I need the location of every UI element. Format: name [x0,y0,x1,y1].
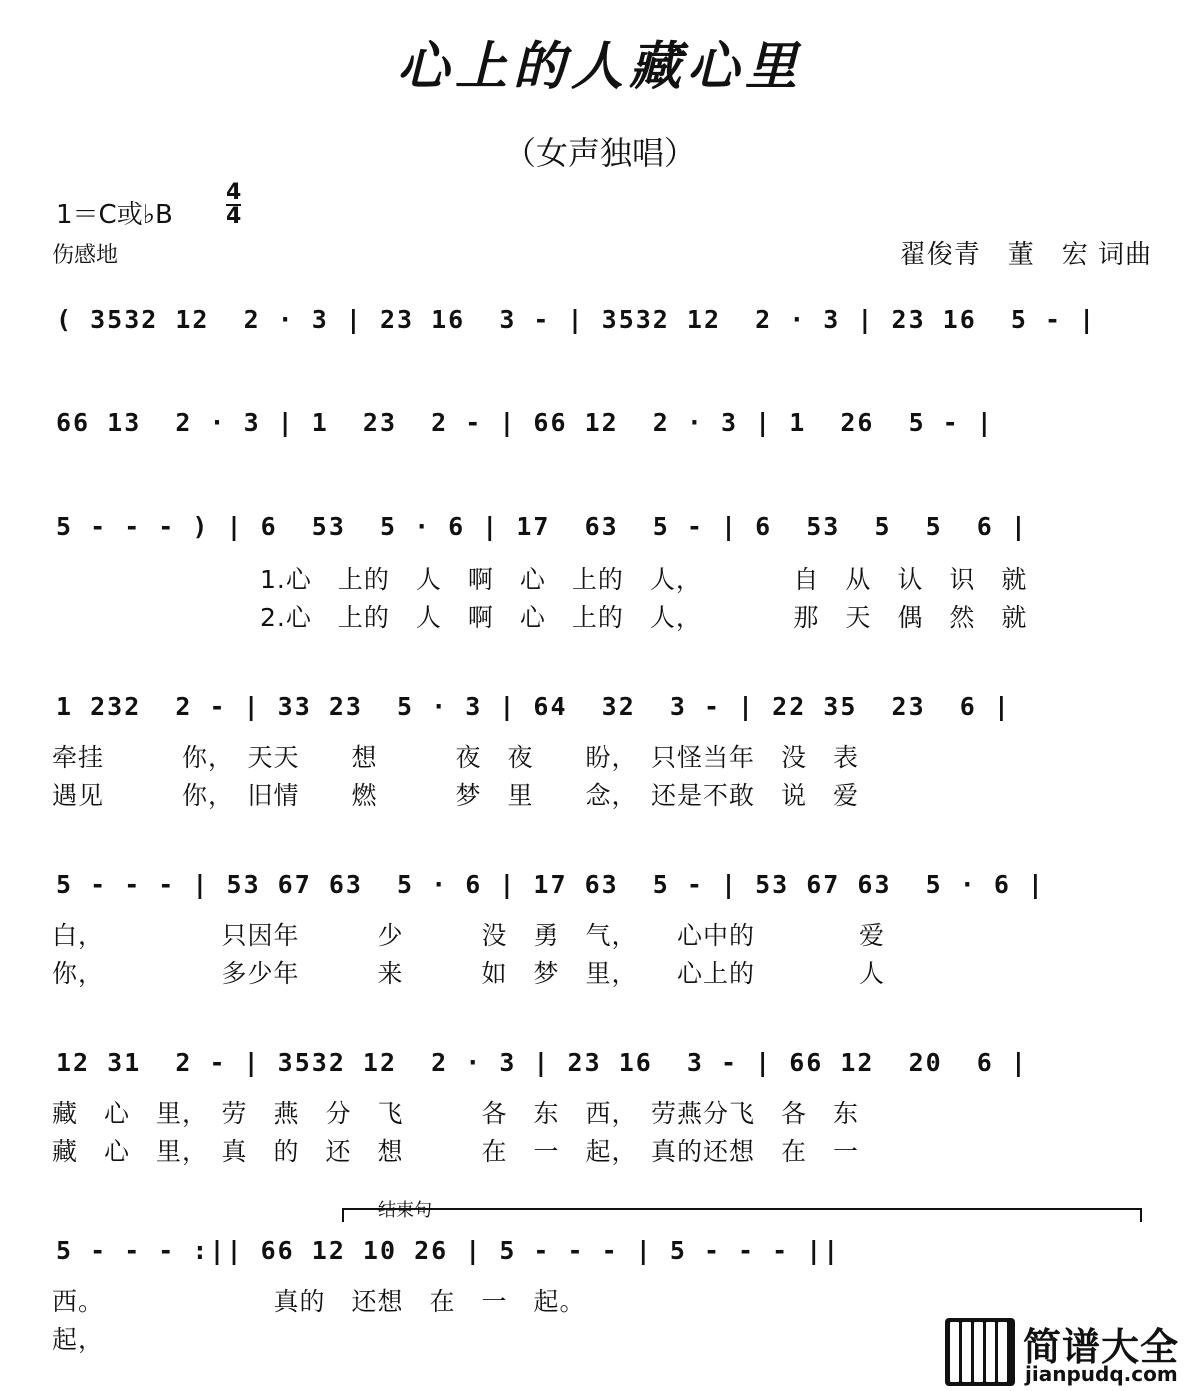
time-signature-top: 4 [226,180,242,205]
logo-name: 简谱大全 [1023,1325,1180,1369]
lyric-line-4-verse-2: 遇见 你， 旧情 燃 梦 里 念， 还是不敢 说 爱 [52,781,860,810]
logo-url: jianpudq.com [1025,1362,1178,1386]
notation-line-5: 5 - - - | 53 67 63 5 · 6 | 17 63 5 - | 53 67 63 5 · 6 | [56,870,1045,899]
lyric-line-7-verse-2: 起， [52,1325,105,1354]
lyric-line-3-verse-2: 2.心 上的 人 啊 心 上的 人， 那 天 偶 然 就 [52,603,1028,632]
lyric-line-6-verse-2: 藏 心 里， 真 的 还 想 在 一 起， 真的还想 在 一 [52,1137,860,1166]
lyric-line-6-verse-1: 藏 心 里， 劳 燕 分 飞 各 东 西， 劳燕分飞 各 东 [52,1099,860,1128]
notation-line-1: ( 3532 12 2 · 3 | 23 16 3 - | 3532 12 2 · 3 | 23 16 5 - | [56,305,1097,334]
song-subtitle: （女声独唱） [503,134,696,172]
tempo-marking: 伤感地 [52,243,119,268]
song-title: 心上的人藏心里 [396,36,803,97]
lyric-line-4-verse-1: 牵挂 你， 天天 想 夜 夜 盼， 只怪当年 没 表 [52,743,860,772]
notation-line-2: 66 13 2 · 3 | 1 23 2 - | 66 12 2 · 3 | 1 26 5 - | [56,408,994,437]
notation-line-4: 1 232 2 - | 33 23 5 · 3 | 64 32 3 - | 22 35 23 6 | [56,692,1011,721]
piano-keys-icon [945,1318,1015,1386]
lyric-line-5-verse-2: 你， 多少年 来 如 梦 里， 心上的 人 [52,959,886,988]
notation-line-3: 5 - - - ) | 6 53 5 · 6 | 17 63 5 - | 6 53 5 5 6 | [56,512,1028,541]
end-section-label: 结束句 [378,1200,432,1221]
notation-line-6: 12 31 2 - | 3532 12 2 · 3 | 23 16 3 - | 66 12 20 6 | [56,1048,1028,1077]
notation-line-7: 5 - - - :|| 66 12 10 26 | 5 - - - | 5 - - - || [56,1236,841,1265]
site-logo [945,1318,1190,1386]
lyric-line-5-verse-1: 白， 只因年 少 没 勇 气， 心中的 爱 [52,921,886,950]
authors: 翟俊青 董 宏 词曲 [899,240,1152,270]
lyric-line-7-verse-1: 西。 真的 还想 在 一 起。 [52,1287,586,1316]
key-signature: 1＝C或♭B [56,200,173,230]
lyric-line-3-verse-1: 1.心 上的 人 啊 心 上的 人， 自 从 认 识 就 [52,565,1028,594]
time-signature [226,182,241,228]
end-section-bracket [342,1208,1142,1220]
time-signature-bottom: 4 [226,204,242,229]
